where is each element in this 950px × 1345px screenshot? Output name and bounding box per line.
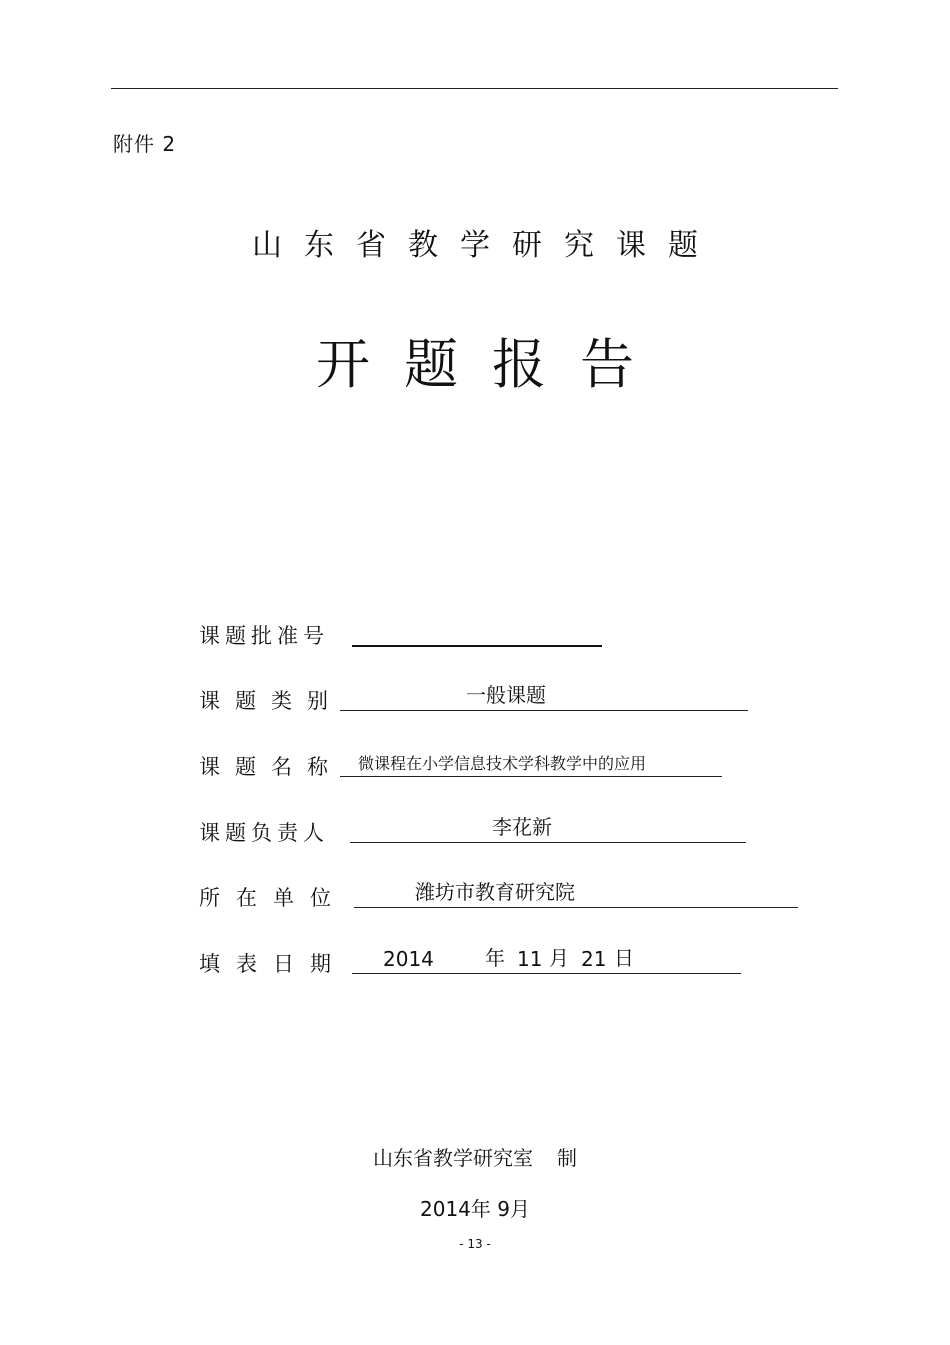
date-year: 2014 [383, 947, 434, 971]
date-label: 填表日期 [199, 952, 347, 976]
unit-value: 潍坊市教育研究院 [415, 880, 575, 904]
category-line [340, 682, 748, 711]
approval-no-label: 课题批准号 [199, 624, 329, 648]
approval-no-line [352, 617, 602, 647]
name-value: 微课程在小学信息技术学科教学中的应用 [358, 754, 647, 773]
name-line [340, 748, 722, 777]
category-value: 一般课题 [466, 683, 546, 707]
issue-year: 2014 [420, 1197, 471, 1221]
top-rule [111, 88, 838, 89]
date-day-unit: 日 [614, 946, 634, 970]
date-month-unit: 月 [549, 946, 569, 970]
issue-month-unit: 月 [510, 1197, 530, 1221]
leader-value: 李花新 [492, 815, 552, 839]
issue-date [0, 1193, 950, 1222]
issuer-line [0, 1142, 950, 1171]
page-number: - 13 - [459, 1237, 491, 1251]
unit-line [354, 879, 798, 908]
name-label: 课题名称 [199, 755, 343, 779]
unit-label: 所在单位 [199, 886, 347, 910]
issue-year-unit: 年 [470, 1197, 491, 1221]
date-day: 21 [581, 947, 607, 971]
date-line [352, 945, 741, 974]
leader-label: 课题负责人 [199, 821, 329, 845]
title-line-2: 开题报告 [316, 333, 668, 396]
category-label: 课题类别 [199, 689, 343, 713]
title-line-1: 山东省教学研究课题 [252, 228, 720, 263]
attachment-label: 附件 2 [113, 132, 177, 156]
issuer-name: 山东省教学研究室 [373, 1146, 533, 1170]
date-year-unit: 年 [485, 946, 505, 970]
leader-line [350, 814, 746, 843]
date-month: 11 [517, 947, 543, 971]
issuer-suffix: 制 [557, 1146, 577, 1170]
issue-month: 9 [497, 1197, 510, 1221]
